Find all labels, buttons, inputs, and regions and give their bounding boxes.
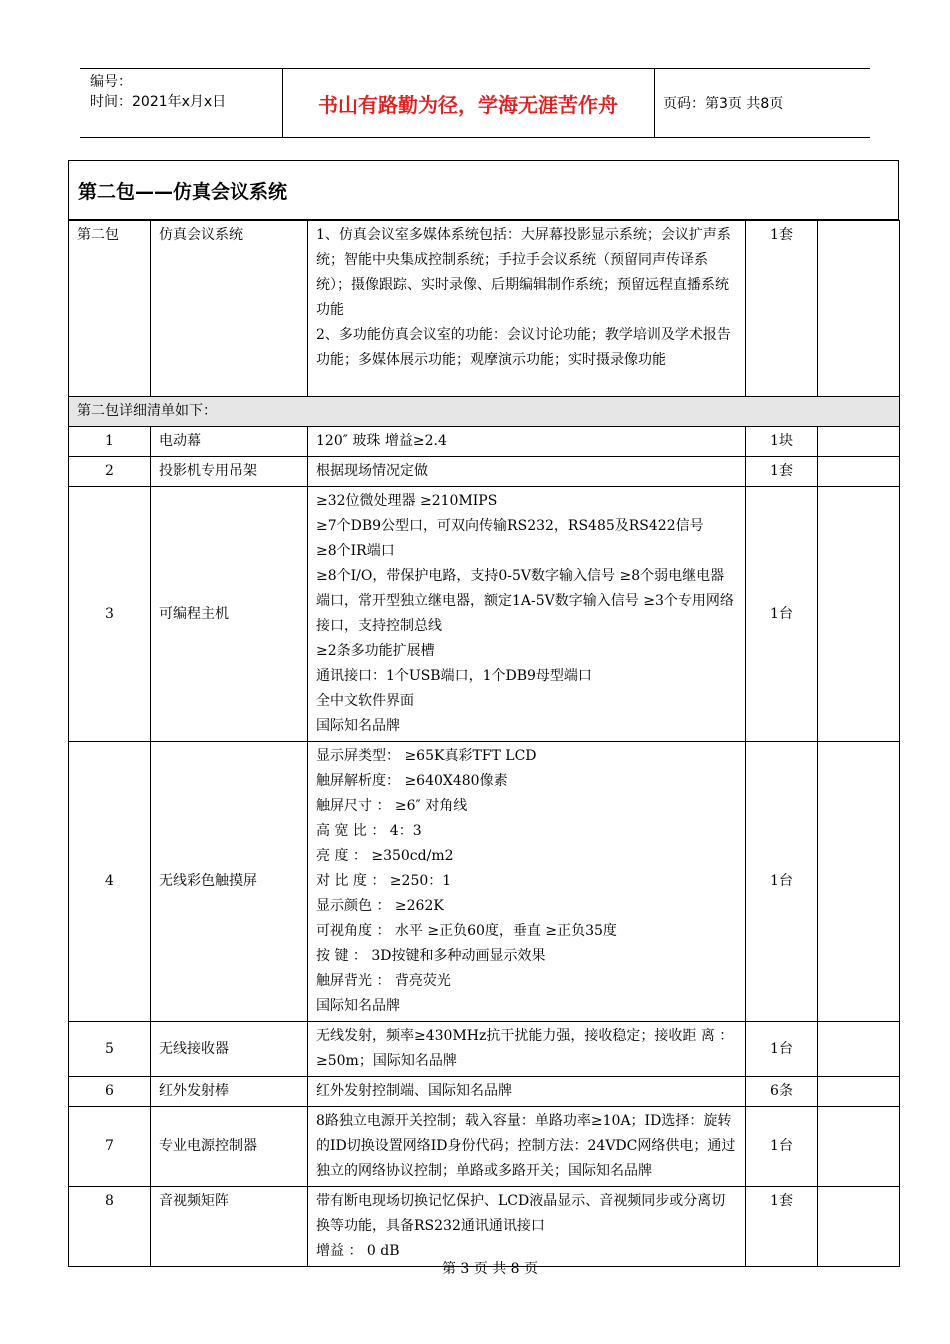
- spec-line: 显示颜色 ： ≥262K: [316, 898, 444, 914]
- date-label: 时间：2021年x月x日: [90, 94, 227, 110]
- table-row: [69, 1022, 900, 1077]
- item-note: [818, 457, 900, 487]
- item-qty: 1套: [746, 1187, 818, 1267]
- page-footer: 第 3 页 共 8 页: [441, 1261, 539, 1277]
- item-note: [818, 487, 900, 742]
- spec-line: 全中文软件界面: [316, 693, 414, 709]
- header-page-info: 页码：第3页 共8页: [663, 96, 784, 112]
- item-spec: [308, 487, 746, 742]
- table-row: [69, 1077, 900, 1107]
- section-title: 第二包——仿真会议系统: [68, 160, 899, 220]
- table-row: [69, 457, 900, 487]
- package-col2: 仿真会议系统: [151, 221, 308, 397]
- item-name: 投影机专用吊架: [151, 457, 308, 487]
- table-row: [69, 1107, 900, 1187]
- spec-line: 按 键 ： 3D按键和多种动画显示效果: [316, 948, 546, 964]
- spec-line: ≥7个DB9公型口，可双向传输RS232，RS485及RS422信号: [316, 518, 704, 534]
- package-desc: 1、仿真会议室多媒体系统包括：大屏幕投影显示系统；会议扩声系统；智能中央集成控制系统；手拉手会议系统（预留同声传译系统）；摄像跟踪、实时录像、后期编辑制作系统；预留远程直播系统功能 2、多功能仿真会议室的功能：会议讨论功能；教学培训及学术报告功能；多媒体展示功能；观摩演示功能；实时摄录像功能: [308, 221, 746, 397]
- item-name: 无线接收器: [151, 1022, 308, 1077]
- item-spec: [308, 1107, 746, 1187]
- item-note: [818, 1077, 900, 1107]
- spec-line: ≥2条多功能扩展槽: [316, 643, 435, 659]
- table-row: [69, 742, 900, 1022]
- item-name: 可编程主机: [151, 487, 308, 742]
- item-number: 7: [69, 1107, 151, 1187]
- spec-line: ≥8个I/O，带保护电路，支持0-5V数字输入信号 ≥8个弱电继电器端口，常开型独立继电器，额定1A-5V数字输入信号 ≥3个专用网络接口，支持控制总线: [316, 568, 734, 634]
- item-spec: [308, 742, 746, 1022]
- item-number: 2: [69, 457, 151, 487]
- item-spec: [308, 1022, 746, 1077]
- item-spec: [308, 1077, 746, 1107]
- item-number: 3: [69, 487, 151, 742]
- spec-line: 根据现场情况定做: [316, 463, 428, 479]
- spec-line: 触屏尺寸 ： ≥6″ 对角线: [316, 798, 468, 814]
- item-note: [818, 742, 900, 1022]
- table-row: [69, 427, 900, 457]
- item-qty: 1台: [746, 1107, 818, 1187]
- item-qty: 1块: [746, 427, 818, 457]
- item-number: 5: [69, 1022, 151, 1077]
- detail-heading-row: [69, 397, 900, 427]
- spec-line: 红外发射控制端、国际知名品牌: [316, 1083, 512, 1099]
- item-name: 电动幕: [151, 427, 308, 457]
- item-name: 音视频矩阵: [151, 1187, 308, 1267]
- spec-line: 国际知名品牌: [316, 998, 400, 1014]
- package-note: [818, 221, 900, 397]
- item-note: [818, 1107, 900, 1187]
- spec-line: 亮 度 ： ≥350cd/m2: [316, 848, 454, 864]
- item-qty: 1台: [746, 742, 818, 1022]
- item-name: 红外发射棒: [151, 1077, 308, 1107]
- spec-line: ≥32位微处理器 ≥210MIPS: [316, 493, 498, 509]
- equipment-table: [68, 220, 900, 1267]
- spec-line: 显示屏类型： ≥65K真彩TFT LCD: [316, 748, 537, 764]
- package-row: [69, 221, 900, 397]
- header-meta: [80, 69, 283, 137]
- package-col1: 第二包: [69, 221, 151, 397]
- item-note: [818, 1187, 900, 1267]
- item-number: 8: [69, 1187, 151, 1267]
- item-number: 6: [69, 1077, 151, 1107]
- page-header: [80, 68, 870, 138]
- item-qty: 1台: [746, 487, 818, 742]
- spec-line: 国际知名品牌: [316, 718, 400, 734]
- item-name: 无线彩色触摸屏: [151, 742, 308, 1022]
- item-spec: [308, 457, 746, 487]
- item-note: [818, 1022, 900, 1077]
- spec-line: 可视角度 ： 水平 ≥正负60度，垂直 ≥正负35度: [316, 923, 617, 939]
- item-qty: 6条: [746, 1077, 818, 1107]
- spec-line: 触屏背光 ： 背亮荧光: [316, 973, 451, 989]
- spec-line: 120″ 玻珠 增益≥2.4: [316, 433, 447, 449]
- item-spec: [308, 1187, 746, 1267]
- spec-line: 无线发射，频率≥430MHz抗干扰能力强，接收稳定；接收距 离 ： ≥50m；国际知名品牌: [316, 1028, 734, 1069]
- spec-line: 高 宽 比 ： 4：3: [316, 823, 422, 839]
- header-motto: 书山有路勤为径，学海无涯苦作舟: [282, 69, 655, 137]
- item-note: [818, 427, 900, 457]
- spec-line: 触屏解析度： ≥640X480像素: [316, 773, 508, 789]
- item-qty: 1台: [746, 1022, 818, 1077]
- number-label: 编号：: [90, 74, 132, 90]
- item-number: 4: [69, 742, 151, 1022]
- table-row: [69, 1187, 900, 1267]
- table-row: [69, 487, 900, 742]
- spec-line: 带有断电现场切换记忆保护、LCD液晶显示、音视频同步或分离切换等功能，具备RS232通讯通讯接口: [316, 1193, 726, 1234]
- item-number: 1: [69, 427, 151, 457]
- spec-line: 对 比 度 ： ≥250：1: [316, 873, 452, 889]
- item-spec: [308, 427, 746, 457]
- spec-line: 通讯接口：1个USB端口，1个DB9母型端口: [316, 668, 592, 684]
- item-qty: 1套: [746, 457, 818, 487]
- detail-heading: 第二包详细清单如下：: [69, 397, 900, 427]
- spec-line: 增益 ： 0 dB: [316, 1243, 400, 1259]
- item-name: 专业电源控制器: [151, 1107, 308, 1187]
- package-qty: 1套: [746, 221, 818, 397]
- spec-line: ≥8个IR端口: [316, 543, 395, 559]
- spec-line: 8路独立电源开关控制；载入容量：单路功率≥10A；ID选择：旋转的ID切换设置网络ID身份代码；控制方法：24VDC网络供电；通过独立的网络协议控制；单路或多路开关；国际知名品牌: [316, 1113, 736, 1179]
